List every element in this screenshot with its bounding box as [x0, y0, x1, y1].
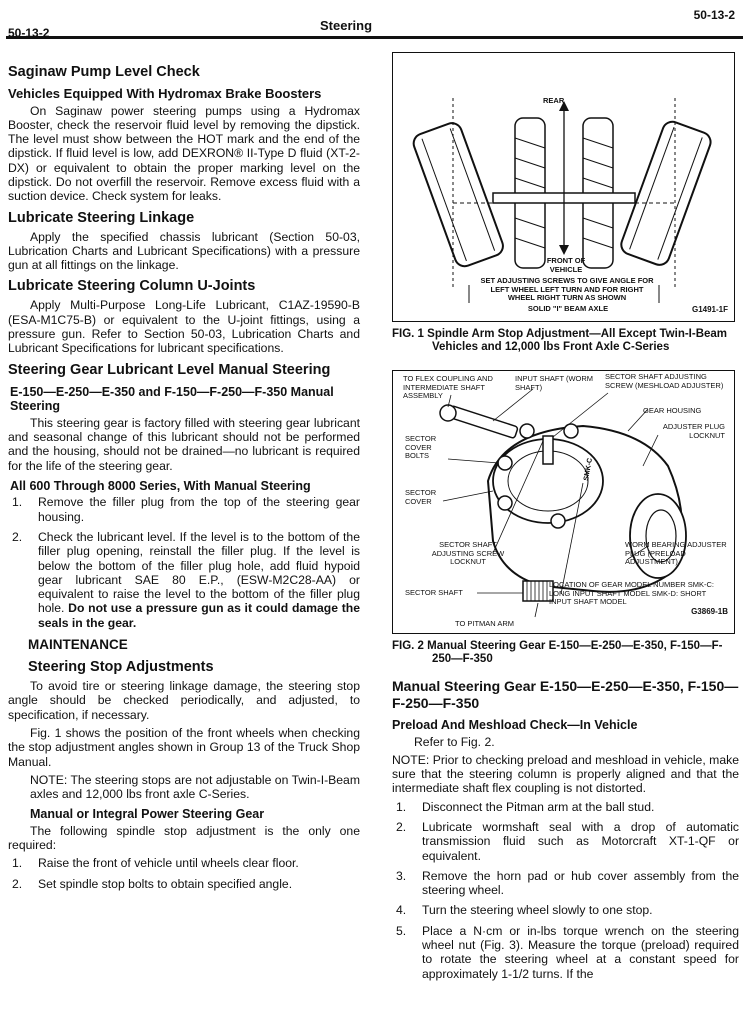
label-axle: SOLID "I" BEAM AXLE	[527, 304, 609, 313]
label-front: FRONT OF VEHICLE	[546, 256, 586, 274]
figure-1-code: G1491-1F	[691, 304, 728, 314]
callout-flex-coupling: TO FLEX COUPLING AND INTERMEDIATE SHAFT ASSEMBLY	[403, 374, 493, 400]
list-item: 5. Place a N·cm or in-lbs torque wrench on the steering wheel nut (Fig. 3). Measure the torque (preload) required to rotate the steering wheel at a constant speed for approximately 1-1/2 turns. If the	[396, 923, 739, 981]
figure-1-caption: FIG. 1 Spindle Arm Stop Adjustment—All Except Twin-I-Beam Vehicles and 12,000 lbs Front Axle C-Series	[392, 328, 728, 353]
subheading-e150: E-150—E-250—E-350 and F-150—F-250—F-350 Manual Steering	[10, 384, 334, 414]
list-item: 2. Lubricate wormshaft seal with a drop of automatic transmission fluid such as Motorcraft XT-1-QF or equivalent.	[396, 819, 739, 863]
heading-saginaw: Saginaw Pump Level Check	[8, 64, 200, 80]
callout-sector-cover: SECTOR COVER	[405, 488, 437, 506]
list-lubricant-steps	[8, 495, 360, 630]
callout-input-shaft: INPUT SHAFT (WORM SHAFT)	[515, 374, 594, 392]
figure-2-caption: FIG. 2 Manual Steering Gear E-150—E-250—E-350, F-150—F-250—F-350	[392, 640, 723, 665]
right-column	[392, 52, 739, 987]
note-stops: NOTE: The steering stops are not adjustable on Twin-I-Beam axles and 12,000 lbs front axle C-Series.	[30, 772, 360, 802]
list-preload-steps	[392, 800, 739, 981]
callout-adjuster-locknut: ADJUSTER PLUG LOCKNUT	[662, 422, 725, 440]
list-spindle-steps	[8, 856, 360, 891]
adjusting-screw	[543, 436, 553, 464]
page-header	[0, 0, 749, 40]
para-factory-filled: This steering gear is factory filled with steering gear lubricant and seasonal change of this lubricant should not be performed and the housing, should not be drained—no lubricant is required for the life of the steering gear.	[8, 415, 360, 473]
label-rear: REAR	[543, 96, 565, 105]
callout-gear-housing: GEAR HOUSING	[643, 406, 702, 415]
list-item: 1. Raise the front of vehicle until wheels clear floor.	[12, 856, 299, 871]
para-stop-1: To avoid tire or steering linkage damage, the steering stop angle should be checked periodically, and adjusted, to specification, if necessary.	[8, 679, 360, 722]
para-saginaw: On Saginaw power steering pumps using a Hydromax Booster, check the reservoir fluid level by removing the dipstick. The level must show between the HOT mark and the end of the dipstick. If fluid level is low, add DEXRON® II-Type D fluid (XT-2-DX) or equivalent to obtain the proper marking level on the dipstick. Do not overfill the reservoir. Remove excess fluid with a suction device. Check system for leaks.	[8, 103, 360, 204]
running-title: Steering	[320, 18, 373, 33]
para-stop-2: Fig. 1 shows the position of the front wheels when checking the stop adjustment angles shown in Group 13 of the Truck Shop Manual.	[8, 725, 360, 769]
list-item: 1. Disconnect the Pitman arm at the ball stud.	[396, 799, 655, 814]
callout-sector-screw: SECTOR SHAFT ADJUSTING SCREW (MESHLOAD ADJUSTER)	[605, 372, 724, 390]
note-preload: NOTE: Prior to checking preload and meshload in vehicle, make sure that the steering column is properly aligned and that the intermediate shaft flex coupling is not distorted.	[392, 752, 739, 796]
callout-pitman-arm: TO PITMAN ARM	[455, 619, 515, 628]
list-item: 4. Turn the steering wheel slowly to one stop.	[396, 903, 653, 918]
subheading-hydromax: Vehicles Equipped With Hydromax Brake Boosters	[8, 86, 322, 101]
para-spindle: The following spindle stop adjustment is the only one required:	[8, 823, 360, 853]
left-column	[8, 58, 360, 897]
subheading-preload: Preload And Meshload Check—In Vehicle	[392, 718, 638, 732]
figure-1-spindle-stop	[392, 52, 735, 322]
callout-sector-shaft: SECTOR SHAFT	[405, 588, 463, 597]
list-item: 2. Check the lubricant level. If the level is to the bottom of the filler plug opening, reinstall the filler plug. If the level is below the bottom of the filler plug hole, add fluid hypoid gear lubricant SAE 80 E.P., (ESW-M2C28-AA) or equivalent to raise the level to the bottom of the filler plug hole. Do not use a pressure gun as it could damage the seals in the gear.	[12, 529, 361, 630]
subheading-600-8000: All 600 Through 8000 Series, With Manual Steering	[10, 478, 311, 493]
arrow-front-icon	[559, 245, 569, 255]
warning-text: Do not use a pressure gun as it could damage the seals in the gear.	[38, 601, 361, 630]
page-number-top: 50-13-2	[693, 8, 735, 22]
heading-maintenance: MAINTENANCE	[28, 637, 128, 653]
page-number-left: 50-13-2	[8, 26, 50, 40]
callout-screw-locknut: SECTOR SHAFT ADJUSTING SCREW LOCKNUT	[431, 540, 505, 566]
heading-linkage: Lubricate Steering Linkage	[8, 209, 195, 226]
heading-gear-lubricant: Steering Gear Lubricant Level Manual Steering	[8, 361, 331, 378]
callout-cover-bolts: SECTOR COVER BOLTS	[405, 434, 437, 460]
callout-worm-bearing: WORM BEARING ADJUSTER PLUG (PRELOAD ADJUSTMENT)	[625, 540, 727, 566]
para-linkage: Apply the specified chassis lubricant (Section 50-03, Lubrication Charts and Lubricant Specifications) with a pressure gun at all fittings on the linkage.	[8, 229, 360, 273]
para-ujoints: Apply Multi-Purpose Long-Life Lubricant, C1AZ-19590-B (ESA-M1C75-B) or equivalent to the U-joint fittings, using a pressure gun. Refer to Section 50-03, Lubrication Charts and Lubricant Specifications for lubricant specifications.	[8, 298, 360, 356]
figure-2-steering-gear	[392, 370, 735, 634]
heading-ujoints: Lubricate Steering Column U-Joints	[8, 278, 256, 295]
model-stamp: SMK-C	[583, 457, 594, 482]
figure-2-code: G3869-1B	[691, 606, 728, 616]
para-refer: Refer to Fig. 2.	[414, 734, 495, 749]
label-adjust-note: SET ADJUSTING SCREWS TO GIVE ANGLE FOR LEFT WHEEL LEFT TURN AND FOR RIGHT WHEEL RIGHT TURN AS SHOWN	[480, 276, 654, 302]
heading-stop-adjustments: Steering Stop Adjustments	[28, 659, 214, 676]
list-item: 3. Remove the horn pad or hub cover assembly from the steering wheel.	[396, 868, 739, 898]
callout-model-location: LOCATION OF GEAR MODEL NUMBER SMK-C: LONG INPUT SHAFT MODEL SMK-D: SHORT INPUT SHAFT MODEL	[549, 580, 715, 606]
header-rule	[6, 36, 743, 39]
subheading-integral: Manual or Integral Power Steering Gear	[30, 807, 265, 822]
left-wheel	[411, 120, 506, 269]
list-item: 2. Set spindle stop bolts to obtain specified angle.	[12, 876, 293, 891]
heading-manual-gear: Manual Steering Gear E-150—E-250—E-350, F-150—F-250—F-350	[392, 678, 739, 711]
list-item: 1. Remove the filler plug from the top of the steering gear housing.	[12, 495, 360, 524]
